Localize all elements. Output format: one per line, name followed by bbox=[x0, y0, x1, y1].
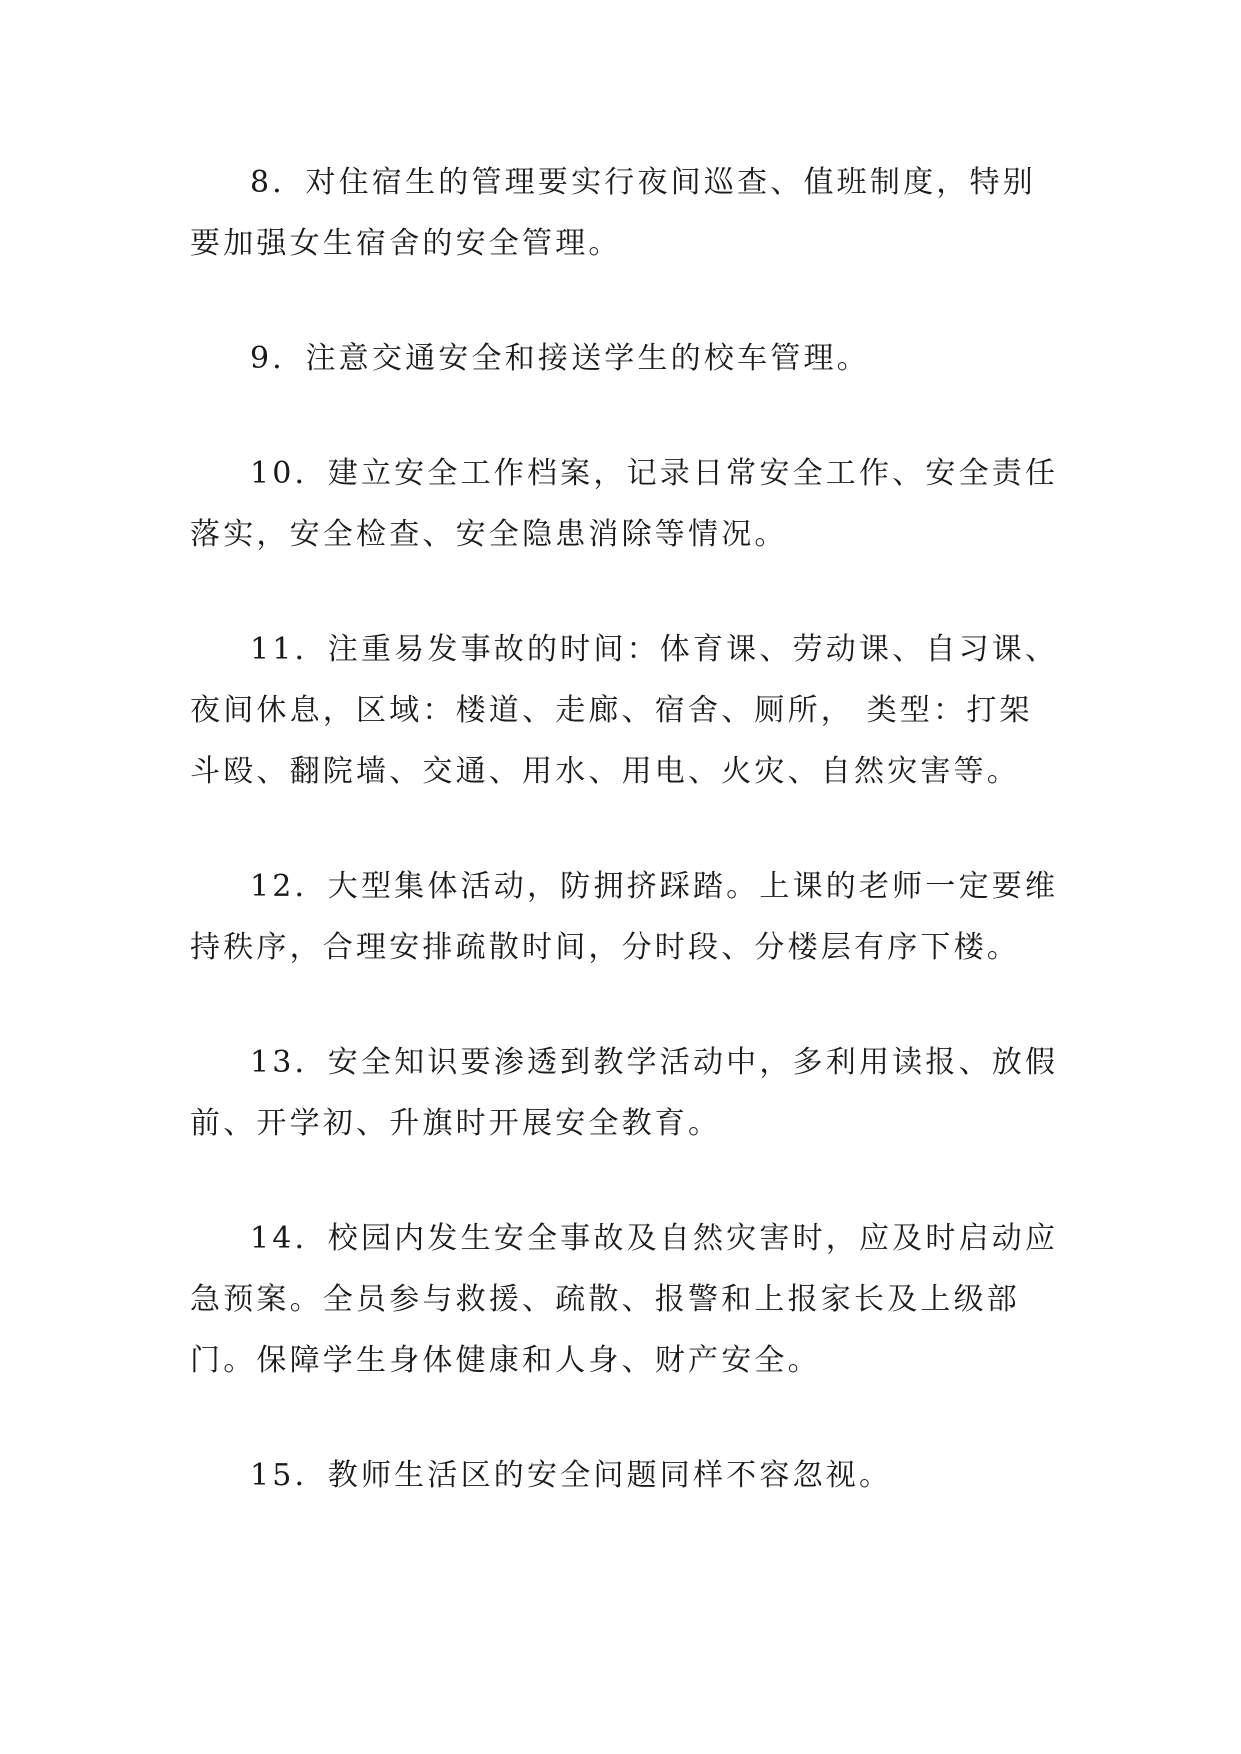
paragraph-item-10: 10．建立安全工作档案，记录日常安全工作、安全责任落实，安全检查、安全隐患消除等情况。 bbox=[190, 456, 1059, 552]
paragraph-item-12: 12．大型集体活动，防拥挤踩踏。上课的老师一定要维持秩序，合理安排疏散时间，分时段、分楼层有序下楼。 bbox=[190, 869, 1059, 965]
paragraph-item-9: 9．注意交通安全和接送学生的校车管理。 bbox=[250, 341, 870, 376]
paragraph-item-8: 8．对住宿生的管理要实行夜间巡查、值班制度，特别要加强女生宿舍的安全管理。 bbox=[190, 165, 1036, 261]
paragraph-item-13: 13．安全知识要渗透到教学活动中，多利用读报、放假前、开学初、升旗时开展安全教育。 bbox=[190, 1045, 1059, 1141]
paragraph-item-15: 15．教师生活区的安全问题同样不容忽视。 bbox=[250, 1458, 893, 1493]
document-body bbox=[190, 152, 1060, 1560]
paragraph-item-11: 11．注重易发事故的时间：体育课、劳动课、自习课、夜间休息，区域：楼道、走廊、宿舍、厕所， 类型：打架斗殴、翻院墙、交通、用水、用电、火灾、自然灾害等。 bbox=[190, 632, 1059, 789]
paragraph-item-14: 14．校园内发生安全事故及自然灾害时，应及时启动应急预案。全员参与救援、疏散、报警和上报家长及上级部门。保障学生身体健康和人身、财产安全。 bbox=[190, 1221, 1059, 1378]
